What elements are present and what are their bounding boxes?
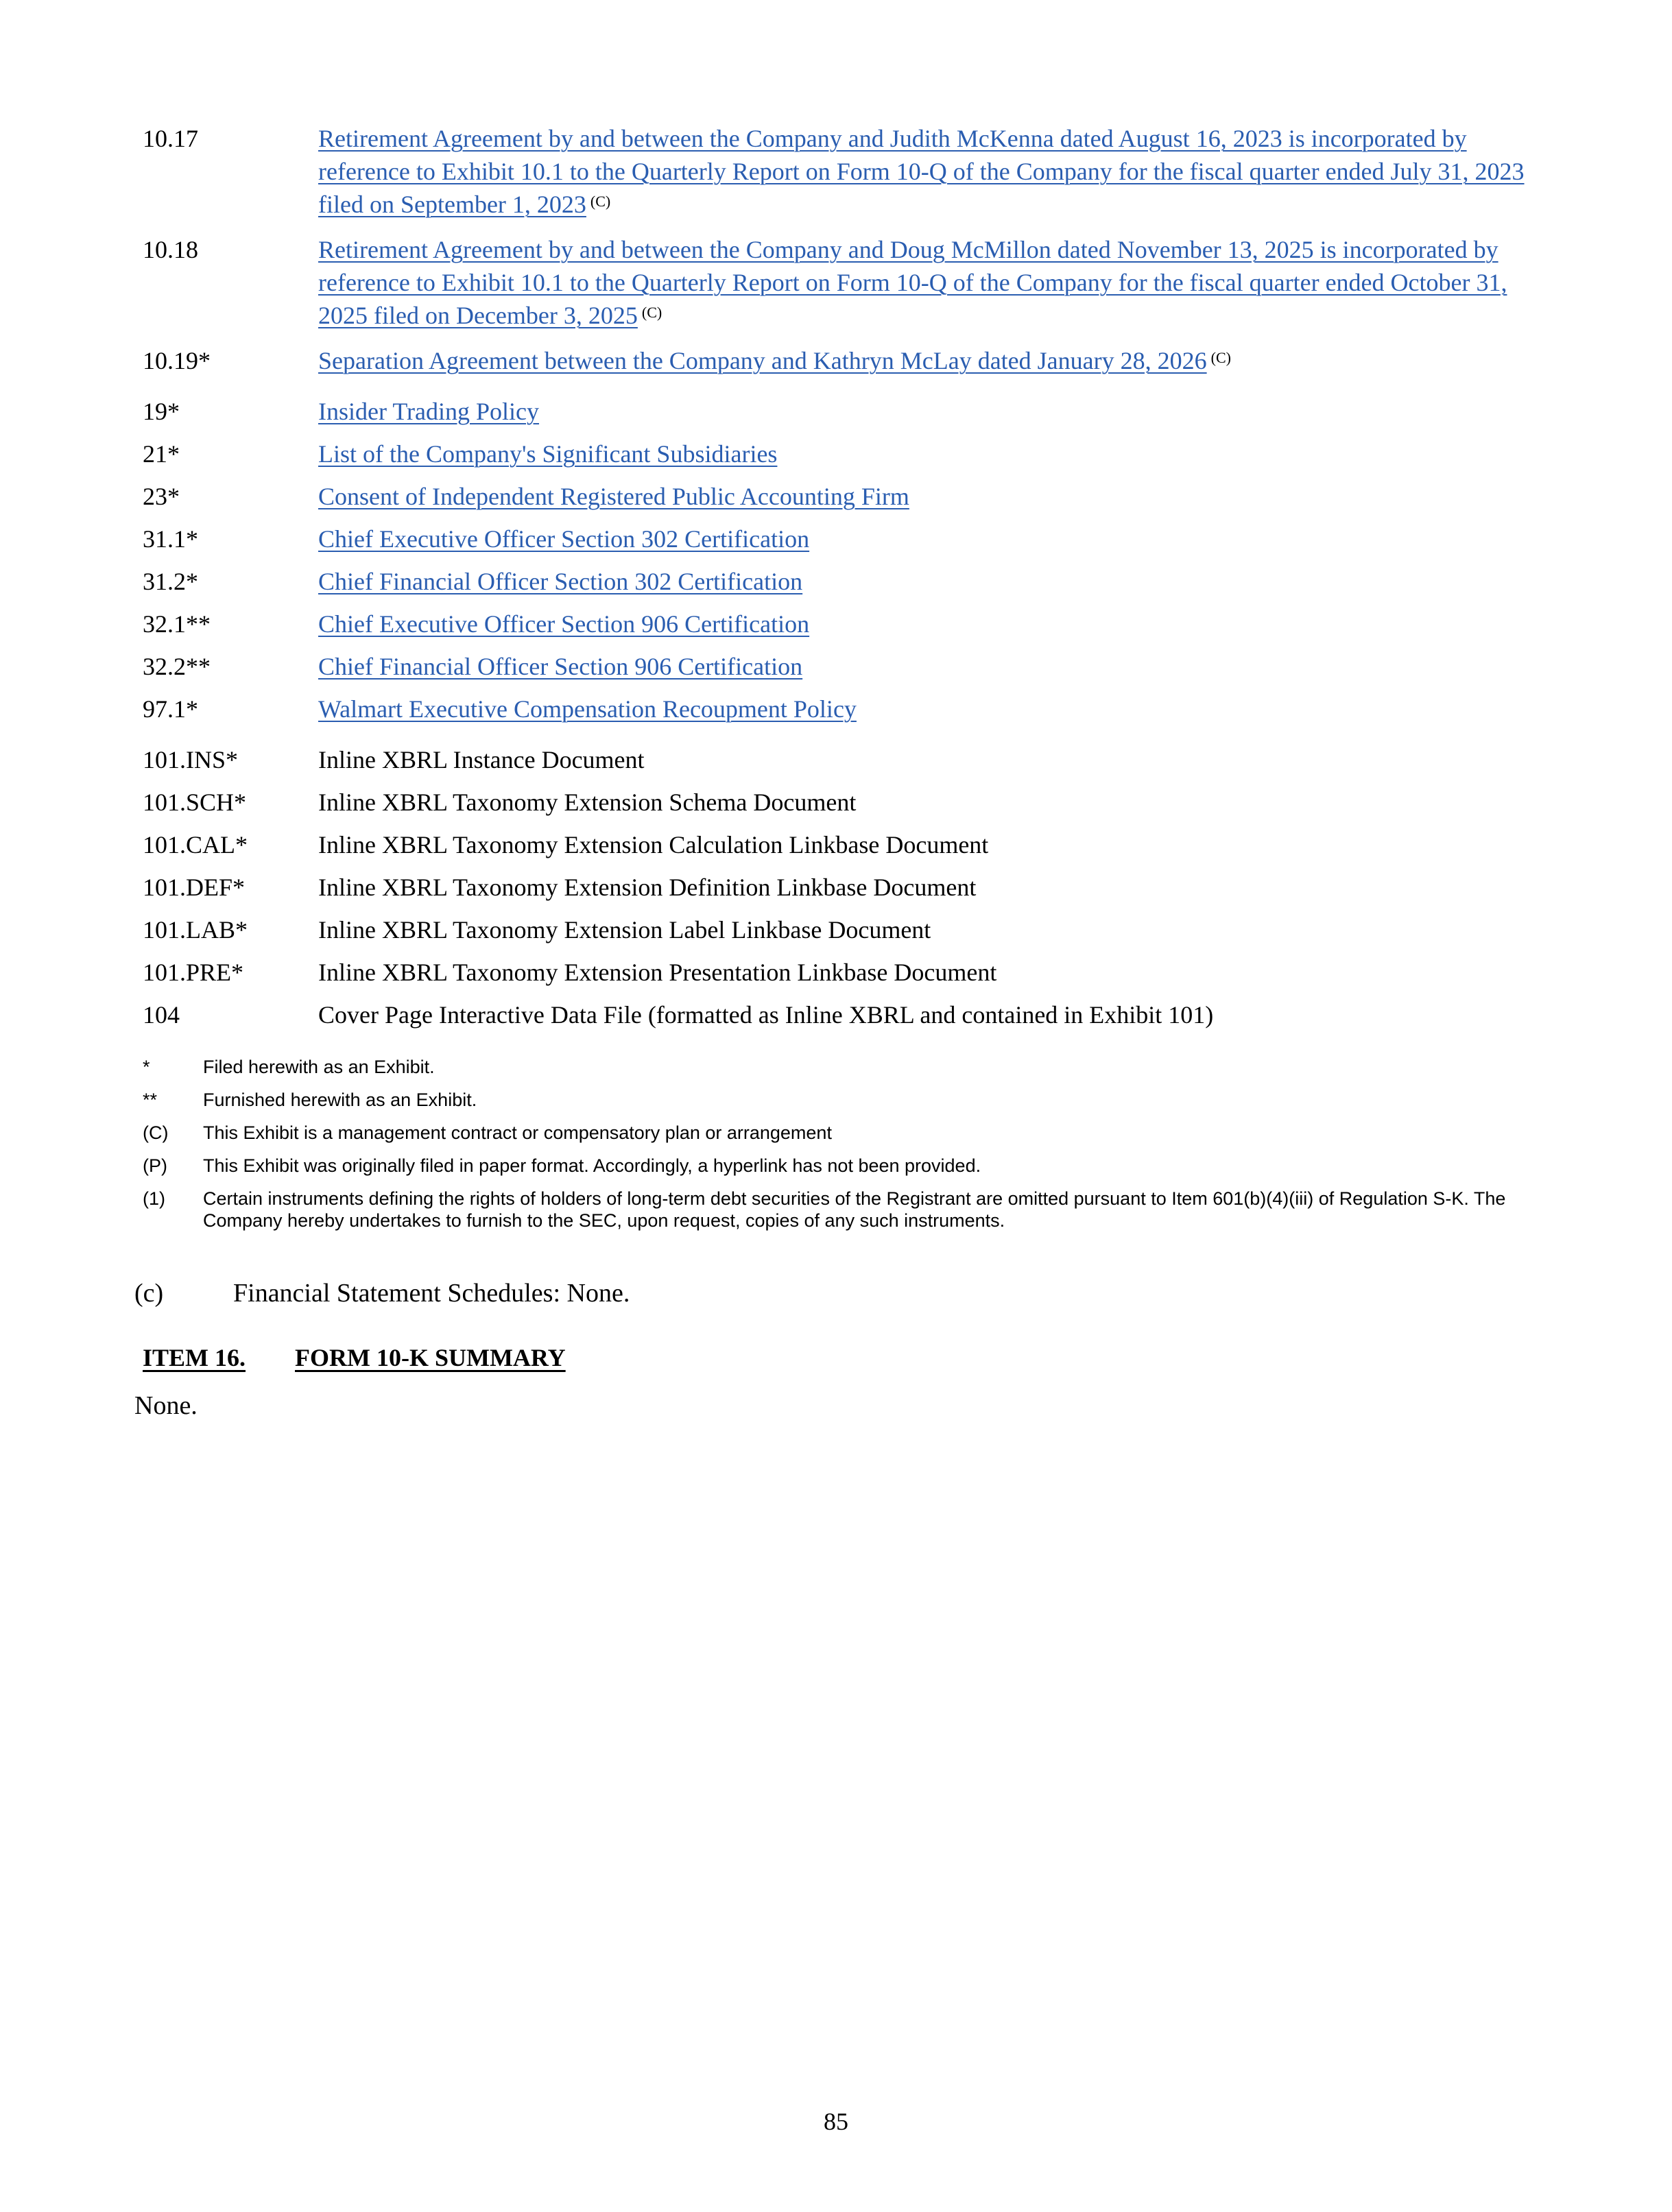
exhibit-link[interactable]: Retirement Agreement by and between the Company and Judith McKenna dated August 16, 2023 is incorporated by reference to Exhibit 10.1 to the Quarterly Report on Form 10-Q of the Company for the fiscal quarter ended July 31, 2023 filed on September 1, 2023 [318,125,1525,218]
exhibit-row [143,437,1555,470]
footnote-mark: (1) [143,1188,165,1209]
exhibit-description [318,480,1555,513]
exhibit-number: 31.2* [143,568,198,595]
exhibit-number: 10.19* [143,347,211,374]
exhibit-row [143,608,1555,640]
exhibit-row [143,743,1555,776]
exhibit-description: Cover Page Interactive Data File (formatted as Inline XBRL and contained in Exhibit 101) [318,1001,1214,1029]
exhibit-number: 101.SCH* [143,789,247,816]
exhibit-row [143,122,1555,221]
exhibit-description [318,565,1555,598]
item-16-body: None. [134,1391,198,1420]
exhibit-number: 101.INS* [143,746,239,773]
exhibit-number: 101.DEF* [143,874,246,901]
exhibit-number: 101.PRE* [143,959,244,986]
exhibit-footnotes [143,1056,1514,1242]
exhibit-description: Inline XBRL Taxonomy Extension Presentation Linkbase Document [318,959,997,986]
exhibit-row [143,565,1555,598]
exhibit-link[interactable]: Separation Agreement between the Company and Kathryn McLay dated January 28, 2026 [318,347,1207,374]
footnote-mark: (P) [143,1155,167,1176]
exhibit-row [143,693,1555,725]
exhibit-description: Inline XBRL Instance Document [318,746,645,773]
exhibit-row [143,344,1555,377]
exhibit-description [318,522,1555,555]
footnote-mark: * [143,1057,150,1077]
exhibit-list [143,122,1555,1031]
footnote-row [143,1122,1514,1144]
footnote-row [143,1188,1514,1231]
exhibit-row [143,786,1555,819]
exhibit-description [318,437,1555,470]
exhibit-row [143,480,1555,513]
exhibit-row [143,828,1555,861]
exhibit-link[interactable]: Walmart Executive Compensation Recoupment Policy [318,695,857,723]
exhibit-link[interactable]: Chief Executive Officer Section 302 Certification [318,525,810,553]
exhibit-number: 10.18 [143,236,198,263]
exhibit-link[interactable]: Chief Executive Officer Section 906 Certification [318,610,810,638]
footnote-row [143,1056,1514,1078]
exhibit-number: 10.17 [143,125,198,152]
item-16-title: FORM 10-K SUMMARY [295,1344,566,1371]
exhibit-number: 104 [143,1001,180,1029]
exhibit-number: 21* [143,440,180,468]
exhibit-row [143,395,1555,428]
exhibit-link[interactable]: List of the Company's Significant Subsidiaries [318,440,778,468]
exhibit-description [318,693,1555,725]
footnote-row [143,1089,1514,1111]
exhibit-link[interactable]: Insider Trading Policy [318,398,540,425]
exhibit-row [143,650,1555,683]
exhibit-footnote-mark: (C) [641,304,662,321]
exhibit-number: 101.CAL* [143,831,248,858]
exhibit-number: 23* [143,483,180,510]
exhibit-description: Inline XBRL Taxonomy Extension Label Linkbase Document [318,916,931,943]
exhibit-number: 31.1* [143,525,198,553]
exhibit-description [318,233,1555,332]
exhibit-description [318,122,1555,221]
exhibit-number: 32.1** [143,610,211,638]
footnote-text: Filed herewith as an Exhibit. [203,1057,435,1077]
exhibit-description [318,395,1555,428]
exhibit-row [143,956,1555,989]
footnote-text: Certain instruments defining the rights of holders of long-term debt securities of the Registrant are omitted pursuant to Item 601(b)(4)(iii) of Regulation S-K. The Company hereby undertakes to furnish to the SEC, upon request, copies of any such instruments. [203,1188,1506,1231]
footnote-row [143,1155,1514,1177]
exhibit-description: Inline XBRL Taxonomy Extension Definition Linkbase Document [318,874,977,901]
exhibit-description: Inline XBRL Taxonomy Extension Calculation Linkbase Document [318,831,989,858]
financial-statement-schedules [134,1277,630,1310]
exhibit-link[interactable]: Consent of Independent Registered Public Accounting Firm [318,483,909,510]
exhibit-number: 97.1* [143,695,198,723]
footnote-mark: (C) [143,1122,169,1143]
footnote-text: Furnished herewith as an Exhibit. [203,1090,477,1110]
exhibit-description [318,344,1555,377]
exhibit-link[interactable]: Retirement Agreement by and between the Company and Doug McMillon dated November 13, 2025 is incorporated by reference to Exhibit 10.1 to the Quarterly Report on Form 10-Q of the Company for the fiscal quarter ended October 31, 2025 filed on December 3, 2025 [318,236,1507,329]
schedules-mark: (c) [134,1279,164,1308]
exhibit-number: 19* [143,398,180,425]
item-16-label: ITEM 16. [143,1344,246,1371]
exhibit-description: Inline XBRL Taxonomy Extension Schema Document [318,789,857,816]
exhibit-description [318,608,1555,640]
exhibit-description [318,650,1555,683]
exhibit-row [143,913,1555,946]
exhibit-row [143,998,1555,1031]
footnote-mark: ** [143,1090,158,1110]
exhibit-row [143,233,1555,332]
exhibit-footnote-mark: (C) [1210,349,1231,366]
exhibit-link[interactable]: Chief Financial Officer Section 906 Certification [318,653,803,680]
exhibit-row [143,522,1555,555]
exhibit-footnote-mark: (C) [590,193,611,210]
exhibit-row [143,871,1555,904]
exhibit-number: 32.2** [143,653,211,680]
footnote-text: This Exhibit is a management contract or compensatory plan or arrangement [203,1122,832,1143]
item-16-heading [143,1343,566,1373]
page-number: 85 [824,2108,848,2135]
exhibit-link[interactable]: Chief Financial Officer Section 302 Certification [318,568,803,595]
schedules-text: Financial Statement Schedules: None. [233,1279,630,1308]
exhibit-number: 101.LAB* [143,916,248,943]
footnote-text: This Exhibit was originally filed in paper format. Accordingly, a hyperlink has not been provided. [203,1155,981,1176]
